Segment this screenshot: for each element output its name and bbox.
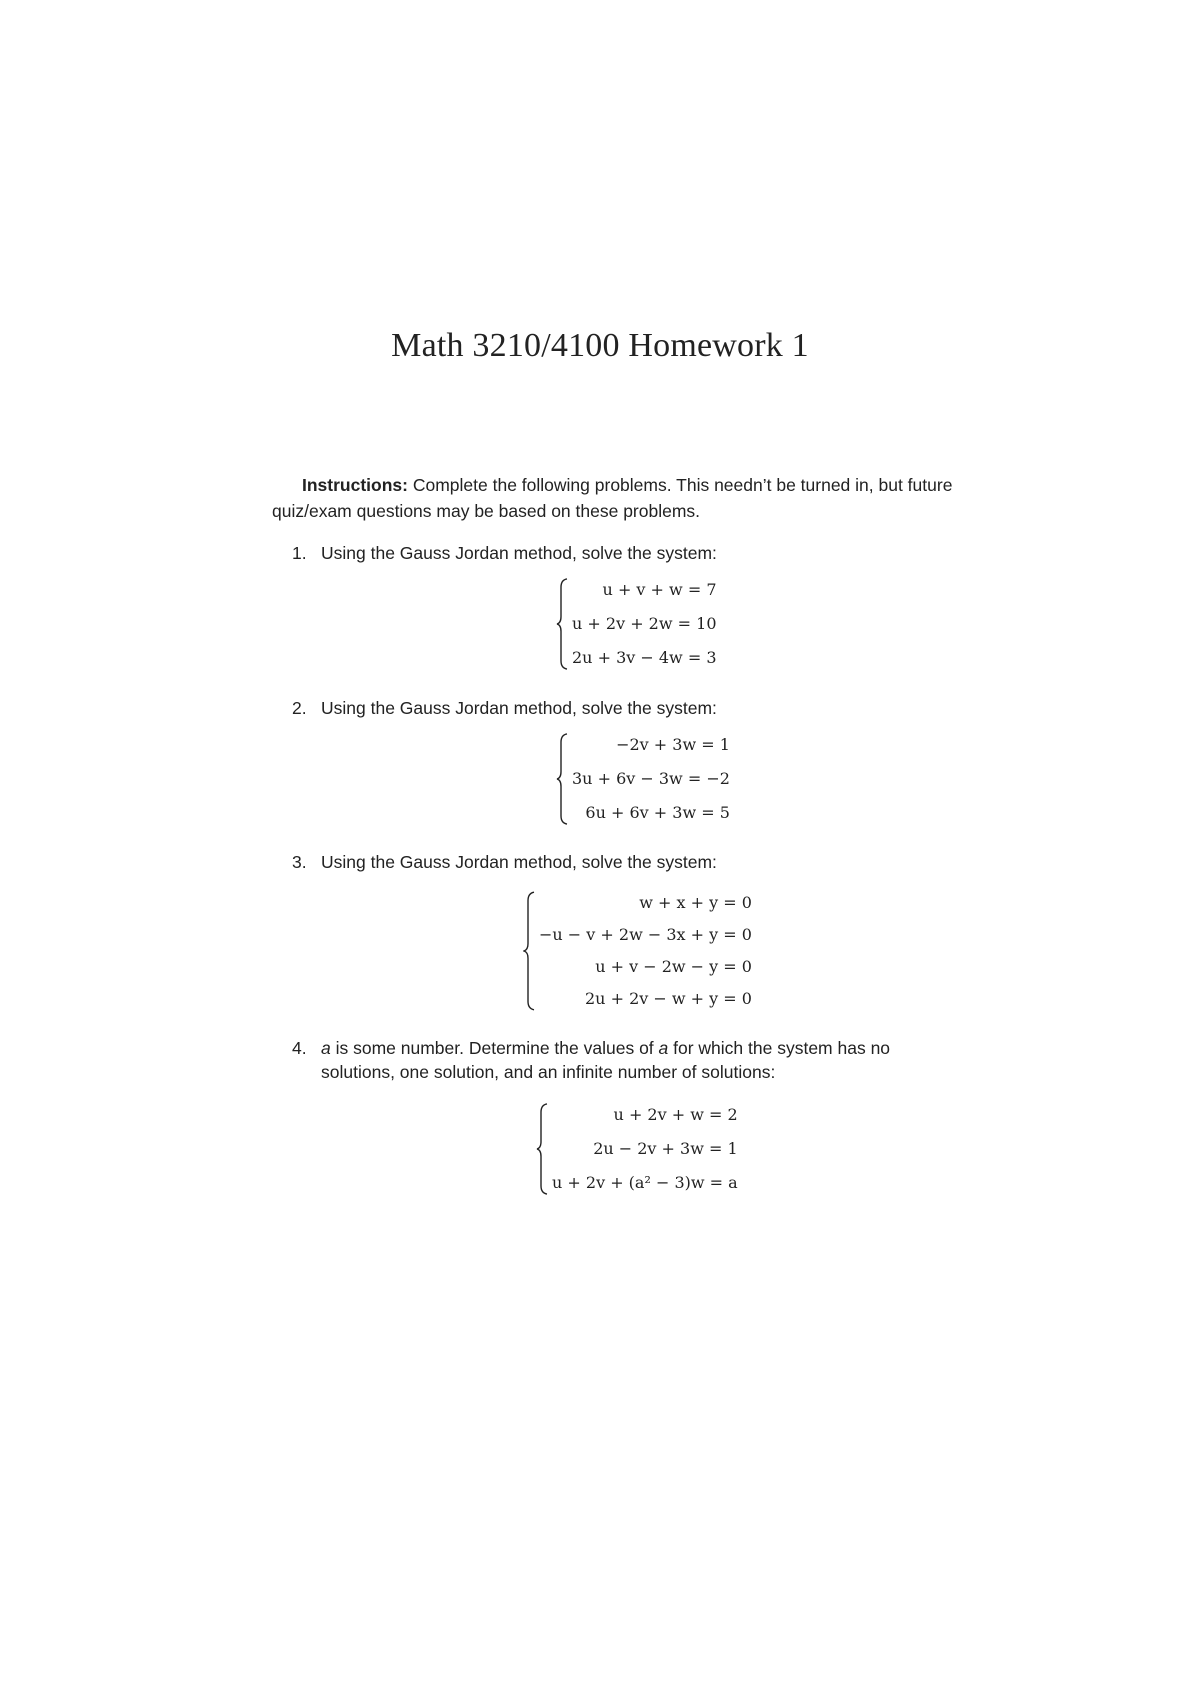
problem-4	[292, 1036, 992, 1084]
equation: u + 2v + (a² − 3)w = a	[552, 1173, 738, 1192]
instructions-label: Instructions:	[302, 475, 408, 495]
problem-1	[292, 541, 992, 565]
equation: u + v + w = 7	[602, 580, 717, 599]
left-brace-icon	[536, 1103, 549, 1195]
problem-number: 3.	[292, 852, 307, 872]
problem-text: Using the Gauss Jordan method, solve the system:	[321, 543, 717, 563]
problem-number: 2.	[292, 698, 307, 718]
equation: u + 2v + 2w = 10	[572, 614, 717, 633]
equation: u + 2v + w = 2	[613, 1105, 738, 1124]
left-brace-icon	[523, 891, 536, 1011]
equations	[539, 891, 752, 1011]
problem-number: 4.	[292, 1038, 307, 1058]
equation: −u − v + 2w − 3x + y = 0	[539, 925, 752, 944]
equations	[552, 1103, 738, 1195]
equation: −2v + 3w = 1	[616, 735, 730, 754]
problem-text: is some number. Determine the values of	[330, 1038, 659, 1058]
equation-system-1	[556, 578, 717, 670]
equations	[572, 733, 730, 825]
left-brace-icon	[556, 733, 569, 825]
problem-text: Using the Gauss Jordan method, solve the system:	[321, 698, 717, 718]
left-brace-icon	[556, 578, 569, 670]
problem-number: 1.	[292, 543, 307, 563]
equation: 2u + 2v − w + y = 0	[585, 989, 752, 1008]
equations	[572, 578, 717, 670]
problem-text-continued: solutions, one solution, and an infinite number of solutions:	[321, 1062, 776, 1082]
equation: 2u − 2v + 3w = 1	[593, 1139, 738, 1158]
equation-system-2	[556, 733, 730, 825]
equation: 6u + 6v + 3w = 5	[585, 803, 730, 822]
problem-3	[292, 850, 992, 874]
variable-a: a	[658, 1038, 669, 1058]
problem-text: for which the system has no	[668, 1038, 891, 1058]
equation: u + v − 2w − y = 0	[595, 957, 752, 976]
equation: 3u + 6v − 3w = −2	[572, 769, 730, 788]
equation: w + x + y = 0	[639, 893, 752, 912]
instructions-text: Complete the following problems. This needn’t be turned in, but future quiz/exam questions may be based on these problems.	[272, 475, 953, 521]
equation-system-4	[536, 1103, 738, 1195]
page-title: Math 3210/4100 Homework 1	[391, 327, 809, 364]
equation-system-3	[523, 891, 752, 1011]
problem-text: Using the Gauss Jordan method, solve the system:	[321, 852, 717, 872]
variable-a: a	[321, 1038, 331, 1058]
equation: 2u + 3v − 4w = 3	[572, 648, 717, 667]
problem-2	[292, 696, 992, 720]
instructions-paragraph	[272, 472, 972, 524]
